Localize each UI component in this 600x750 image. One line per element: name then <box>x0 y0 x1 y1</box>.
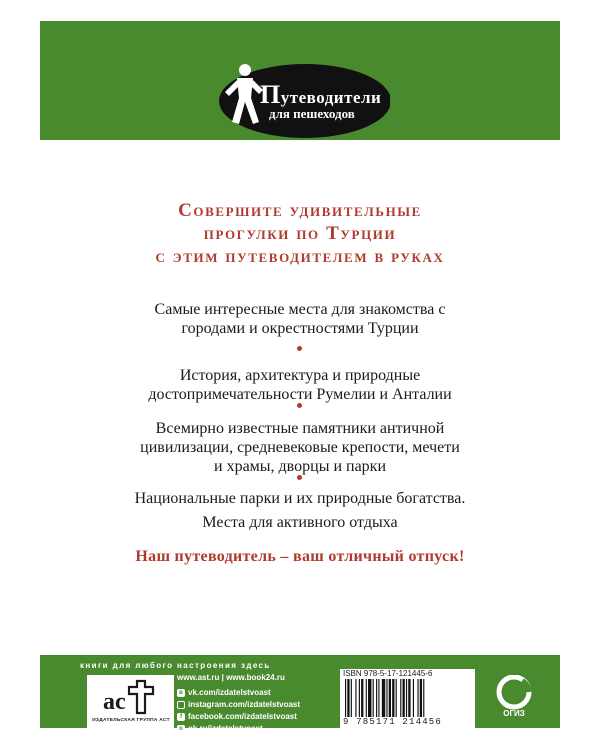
social-link-instagram[interactable] <box>177 699 300 711</box>
social-link-text: instagram.com/izdatelstvoast <box>188 700 301 709</box>
website-links[interactable]: www.ast.ru | www.book24.ru <box>177 673 285 682</box>
logo-title: утеводители <box>280 88 382 107</box>
heading-line: Совершите удивительные <box>178 200 422 221</box>
barcode-bar <box>373 679 374 717</box>
barcode-bar <box>382 679 385 717</box>
separator-dot <box>297 346 302 351</box>
slogan: Наш путеводитель – ваш отличный отпуск! <box>135 548 465 565</box>
barcode-icon <box>343 679 472 717</box>
barcode-bar <box>408 679 410 717</box>
svg-text:ac: ac <box>103 689 126 715</box>
feature-line: Самые интересные места для знакомства с <box>154 301 446 318</box>
barcode-bar <box>396 679 397 717</box>
barcode-bar <box>420 679 422 717</box>
ast-logo-icon <box>87 675 174 718</box>
barcode-bar <box>345 679 346 717</box>
barcode-bar <box>392 679 394 717</box>
barcode-bar <box>376 679 377 717</box>
social-link-text: ok.ru/izdatelstvoast <box>188 724 263 733</box>
ogiz-ring-icon <box>492 675 538 711</box>
separator-dot <box>297 403 302 408</box>
feature-line: Национальные парки и их природные богатства. <box>134 490 466 507</box>
imprint-label: ОГИЗ <box>503 709 525 718</box>
feature-line: городами и окрестностями Турции <box>181 320 419 337</box>
vk-icon: в <box>177 689 185 697</box>
barcode-bar <box>359 679 360 717</box>
imprint-logo <box>492 675 552 725</box>
barcode-bar <box>417 679 418 717</box>
social-link-odnoklassniki[interactable] <box>177 723 300 735</box>
barcode-bar <box>400 679 401 717</box>
feature-item <box>40 300 560 338</box>
barcode-bar <box>386 679 387 717</box>
feature-item <box>40 419 560 476</box>
isbn-barcode-block <box>340 669 475 728</box>
logo-subtitle: для пешеходов <box>269 106 355 121</box>
barcode-bar <box>351 679 352 717</box>
barcode-bar <box>413 679 414 717</box>
barcode-digits: 9 785171 214456 <box>343 717 443 727</box>
barcode-bar <box>366 679 367 717</box>
logo-initial: П <box>260 80 281 109</box>
series-logo <box>215 56 390 151</box>
feature-item <box>40 366 560 404</box>
barcode-bar <box>378 679 379 717</box>
instagram-icon <box>177 701 185 709</box>
social-link-vk[interactable] <box>177 687 300 699</box>
feature-line: достопримечательности Румелии и Анталии <box>148 386 452 403</box>
barcode-bar <box>403 679 405 717</box>
heading-line: с этим путеводителем в руках <box>155 246 445 267</box>
tagline: книги для любого настроения здесь <box>80 661 271 670</box>
isbn-number: ISBN 978-5-17-121445-6 <box>343 669 433 678</box>
feature-line: Всемирно известные памятники античной <box>155 420 445 437</box>
book-back-cover <box>40 21 560 733</box>
barcode-bar <box>406 679 407 717</box>
barcode-bar <box>355 679 356 717</box>
feature-line: Места для активного отдыха <box>202 514 398 531</box>
barcode-bar <box>423 679 424 717</box>
publisher-links <box>177 672 300 735</box>
social-link-text: vk.com/izdatelstvoast <box>188 688 271 697</box>
odnoklassniki-icon: о <box>177 725 185 733</box>
feature-line: цивилизации, средневековые крепости, мечети <box>140 439 460 456</box>
barcode-bar <box>361 679 363 717</box>
barcode-bar <box>347 679 349 717</box>
barcode-bar <box>389 679 391 717</box>
facebook-icon: f <box>177 713 185 721</box>
feature-line: и храмы, дворцы и парки <box>214 458 386 475</box>
heading-line: прогулки по Турции <box>203 223 397 244</box>
publisher-subtitle: ИЗДАТЕЛЬСКАЯ ГРУППА АСТ <box>92 718 170 723</box>
publisher-logo <box>87 675 174 728</box>
feature-line: История, архитектура и природные <box>179 367 421 384</box>
social-link-facebook[interactable] <box>177 711 300 723</box>
feature-item <box>40 513 560 532</box>
separator-dot <box>297 475 302 480</box>
barcode-bar <box>368 679 371 717</box>
promo-heading <box>40 199 560 268</box>
feature-item <box>40 489 560 508</box>
social-link-text: facebook.com/izdatelstvoast <box>188 712 297 721</box>
series-logo-text <box>260 80 382 121</box>
